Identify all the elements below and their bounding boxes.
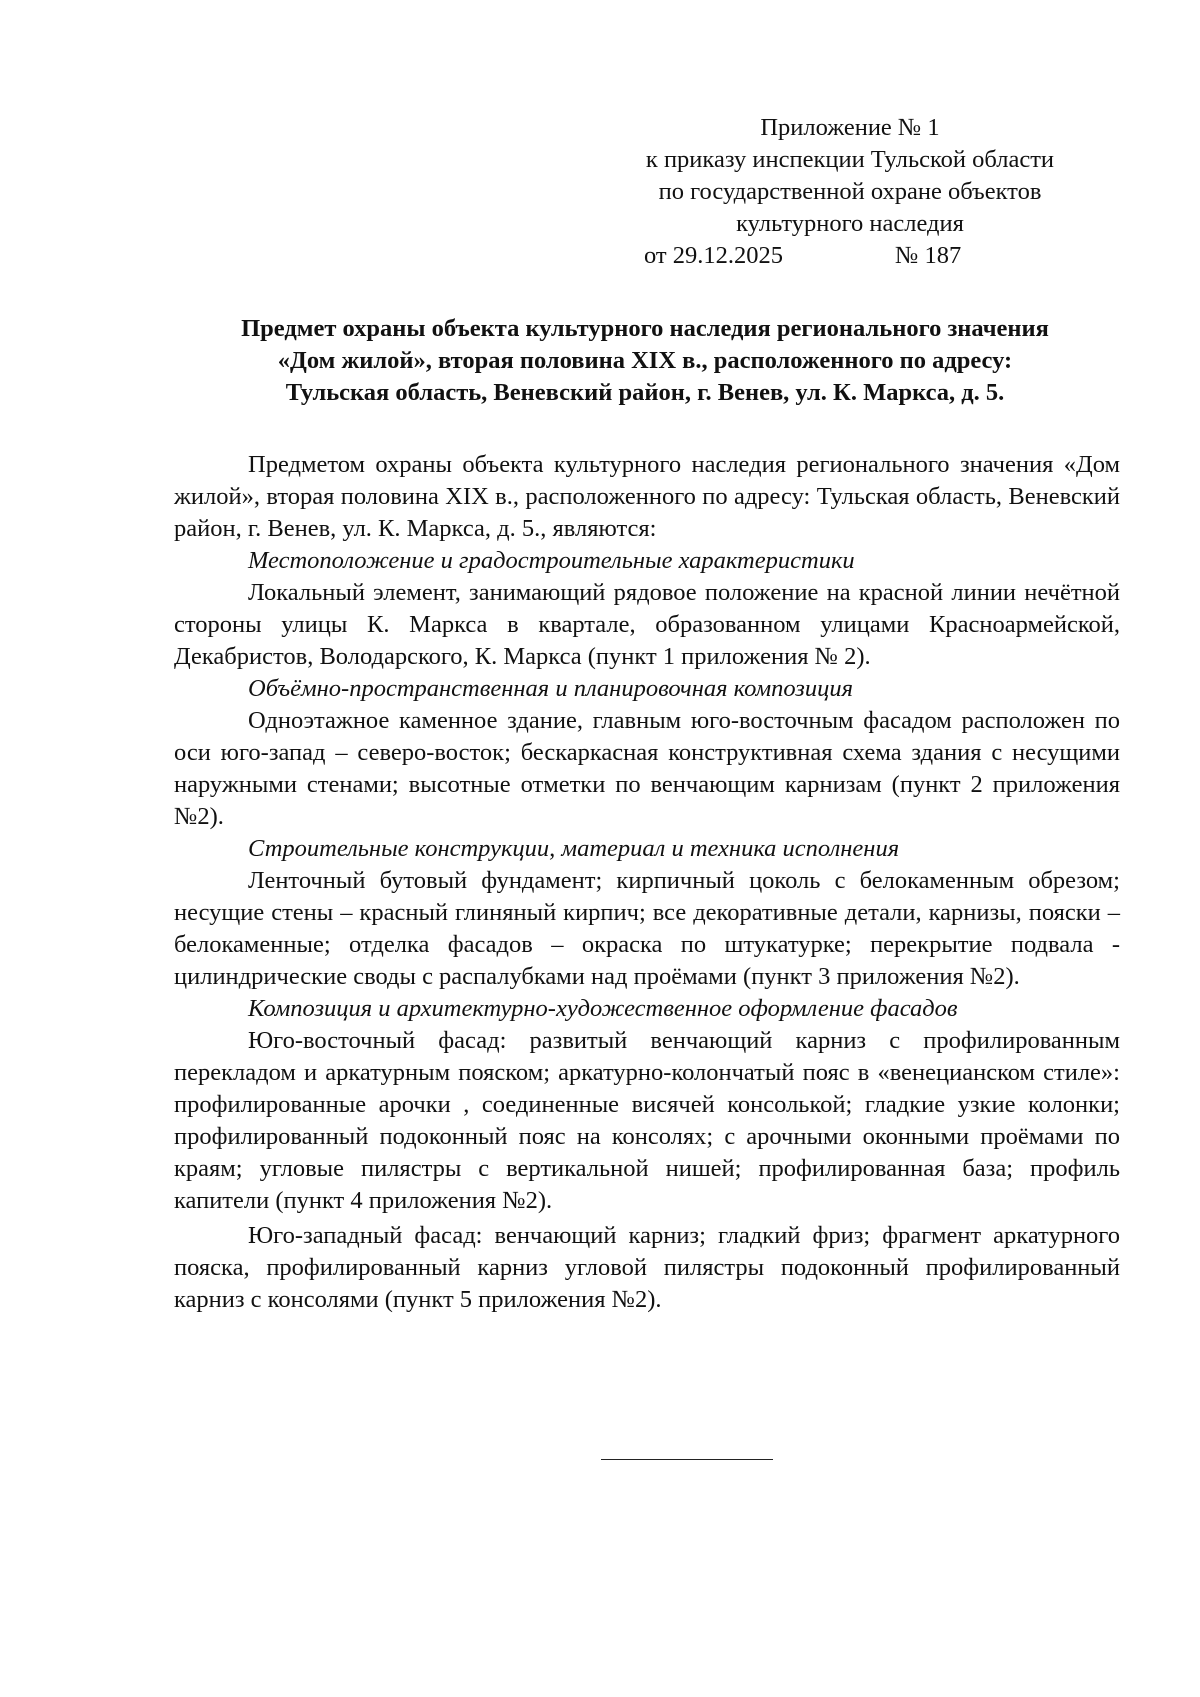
approval-line: по государственной охране объектов bbox=[658, 178, 1042, 205]
paragraph-southwest-facade: Юго-западный фасад: венчающий карниз; гладкий фриз; фрагмент аркатурного пояска, профилированный карниз угловой пилястры подоконный профилированный карниз с консолями (пункт 5 приложения №2). bbox=[174, 1222, 1120, 1313]
title-line: Тульская область, Веневский район, г. Венев, ул. К. Маркса, д. 5. bbox=[285, 379, 1005, 406]
title-line: Предмет охраны объекта культурного наследия регионального значения bbox=[241, 315, 1049, 342]
paragraph-construction: Ленточный бутовый фундамент; кирпичный цоколь с белокаменным обрезом; несущие стены – красный глиняный кирпич; все декоративные детали, карнизы, пояски – белокаменные; отделка фасадов – окраска по штукатурке; перекрытие подвала - цилиндрические своды с распалубками над проёмами (пункт 3 приложения №2). bbox=[174, 867, 1120, 990]
approval-line: Приложение № 1 bbox=[760, 114, 940, 141]
section-heading-composition: Объёмно-пространственная и планировочная композиция bbox=[248, 675, 853, 702]
approval-block bbox=[600, 112, 1100, 272]
approval-line: к приказу инспекции Тульской области bbox=[645, 146, 1055, 173]
section-heading-construction: Строительные конструкции, материал и техника исполнения bbox=[248, 835, 900, 862]
section-heading-location: Местоположение и градостроительные характеристики bbox=[248, 547, 855, 574]
intro-paragraph: Предметом охраны объекта культурного наследия регионального значения «Дом жилой», вторая половина XIX в., расположенного по адресу: Тульская область, Веневский район, г. Венев, ул. К. Маркса, д. 5., являются: bbox=[174, 451, 1120, 542]
title-line: «Дом жилой», вторая половина XIX в., расположенного по адресу: bbox=[277, 347, 1013, 374]
approval-date-row bbox=[600, 240, 1100, 272]
document-title bbox=[170, 313, 1120, 409]
paragraph-composition: Одноэтажное каменное здание, главным юго-восточным фасадом расположен по оси юго-запад – северо-восток; бескаркасная конструктивная схема здания с несущими наружными стенами; высотные отметки по венчающим карнизам (пункт 2 приложения №2). bbox=[174, 707, 1120, 830]
end-separator-line bbox=[601, 1459, 773, 1460]
order-number: № 187 bbox=[895, 242, 962, 269]
approval-line: культурного наследия bbox=[736, 210, 964, 237]
paragraph-location: Локальный элемент, занимающий рядовое положение на красной линии нечётной стороны улицы К. Маркса в квартале, образованном улицами Красноармейской, Декабристов, Володарского, К. Маркса (пункт 1 приложения № 2). bbox=[174, 579, 1120, 670]
section-heading-facades: Композиция и архитектурно-художественное оформление фасадов bbox=[248, 995, 958, 1022]
order-date: от 29.12.2025 bbox=[644, 242, 784, 269]
paragraph-southeast-facade: Юго-восточный фасад: развитый венчающий карниз с профилированным перекладом и аркатурным пояском; аркатурно-колончатый пояс в «венецианском стиле»: профилированные арочки , соединенные висячей консолькой; гладкие узкие колонки; профилированный подоконный пояс на консолях; с арочными оконными проёмами по краям; угловые пилястры с вертикальной нишей; профилированная база; профиль капители (пункт 4 приложения №2). bbox=[174, 1027, 1120, 1214]
document-body bbox=[174, 449, 1120, 1316]
